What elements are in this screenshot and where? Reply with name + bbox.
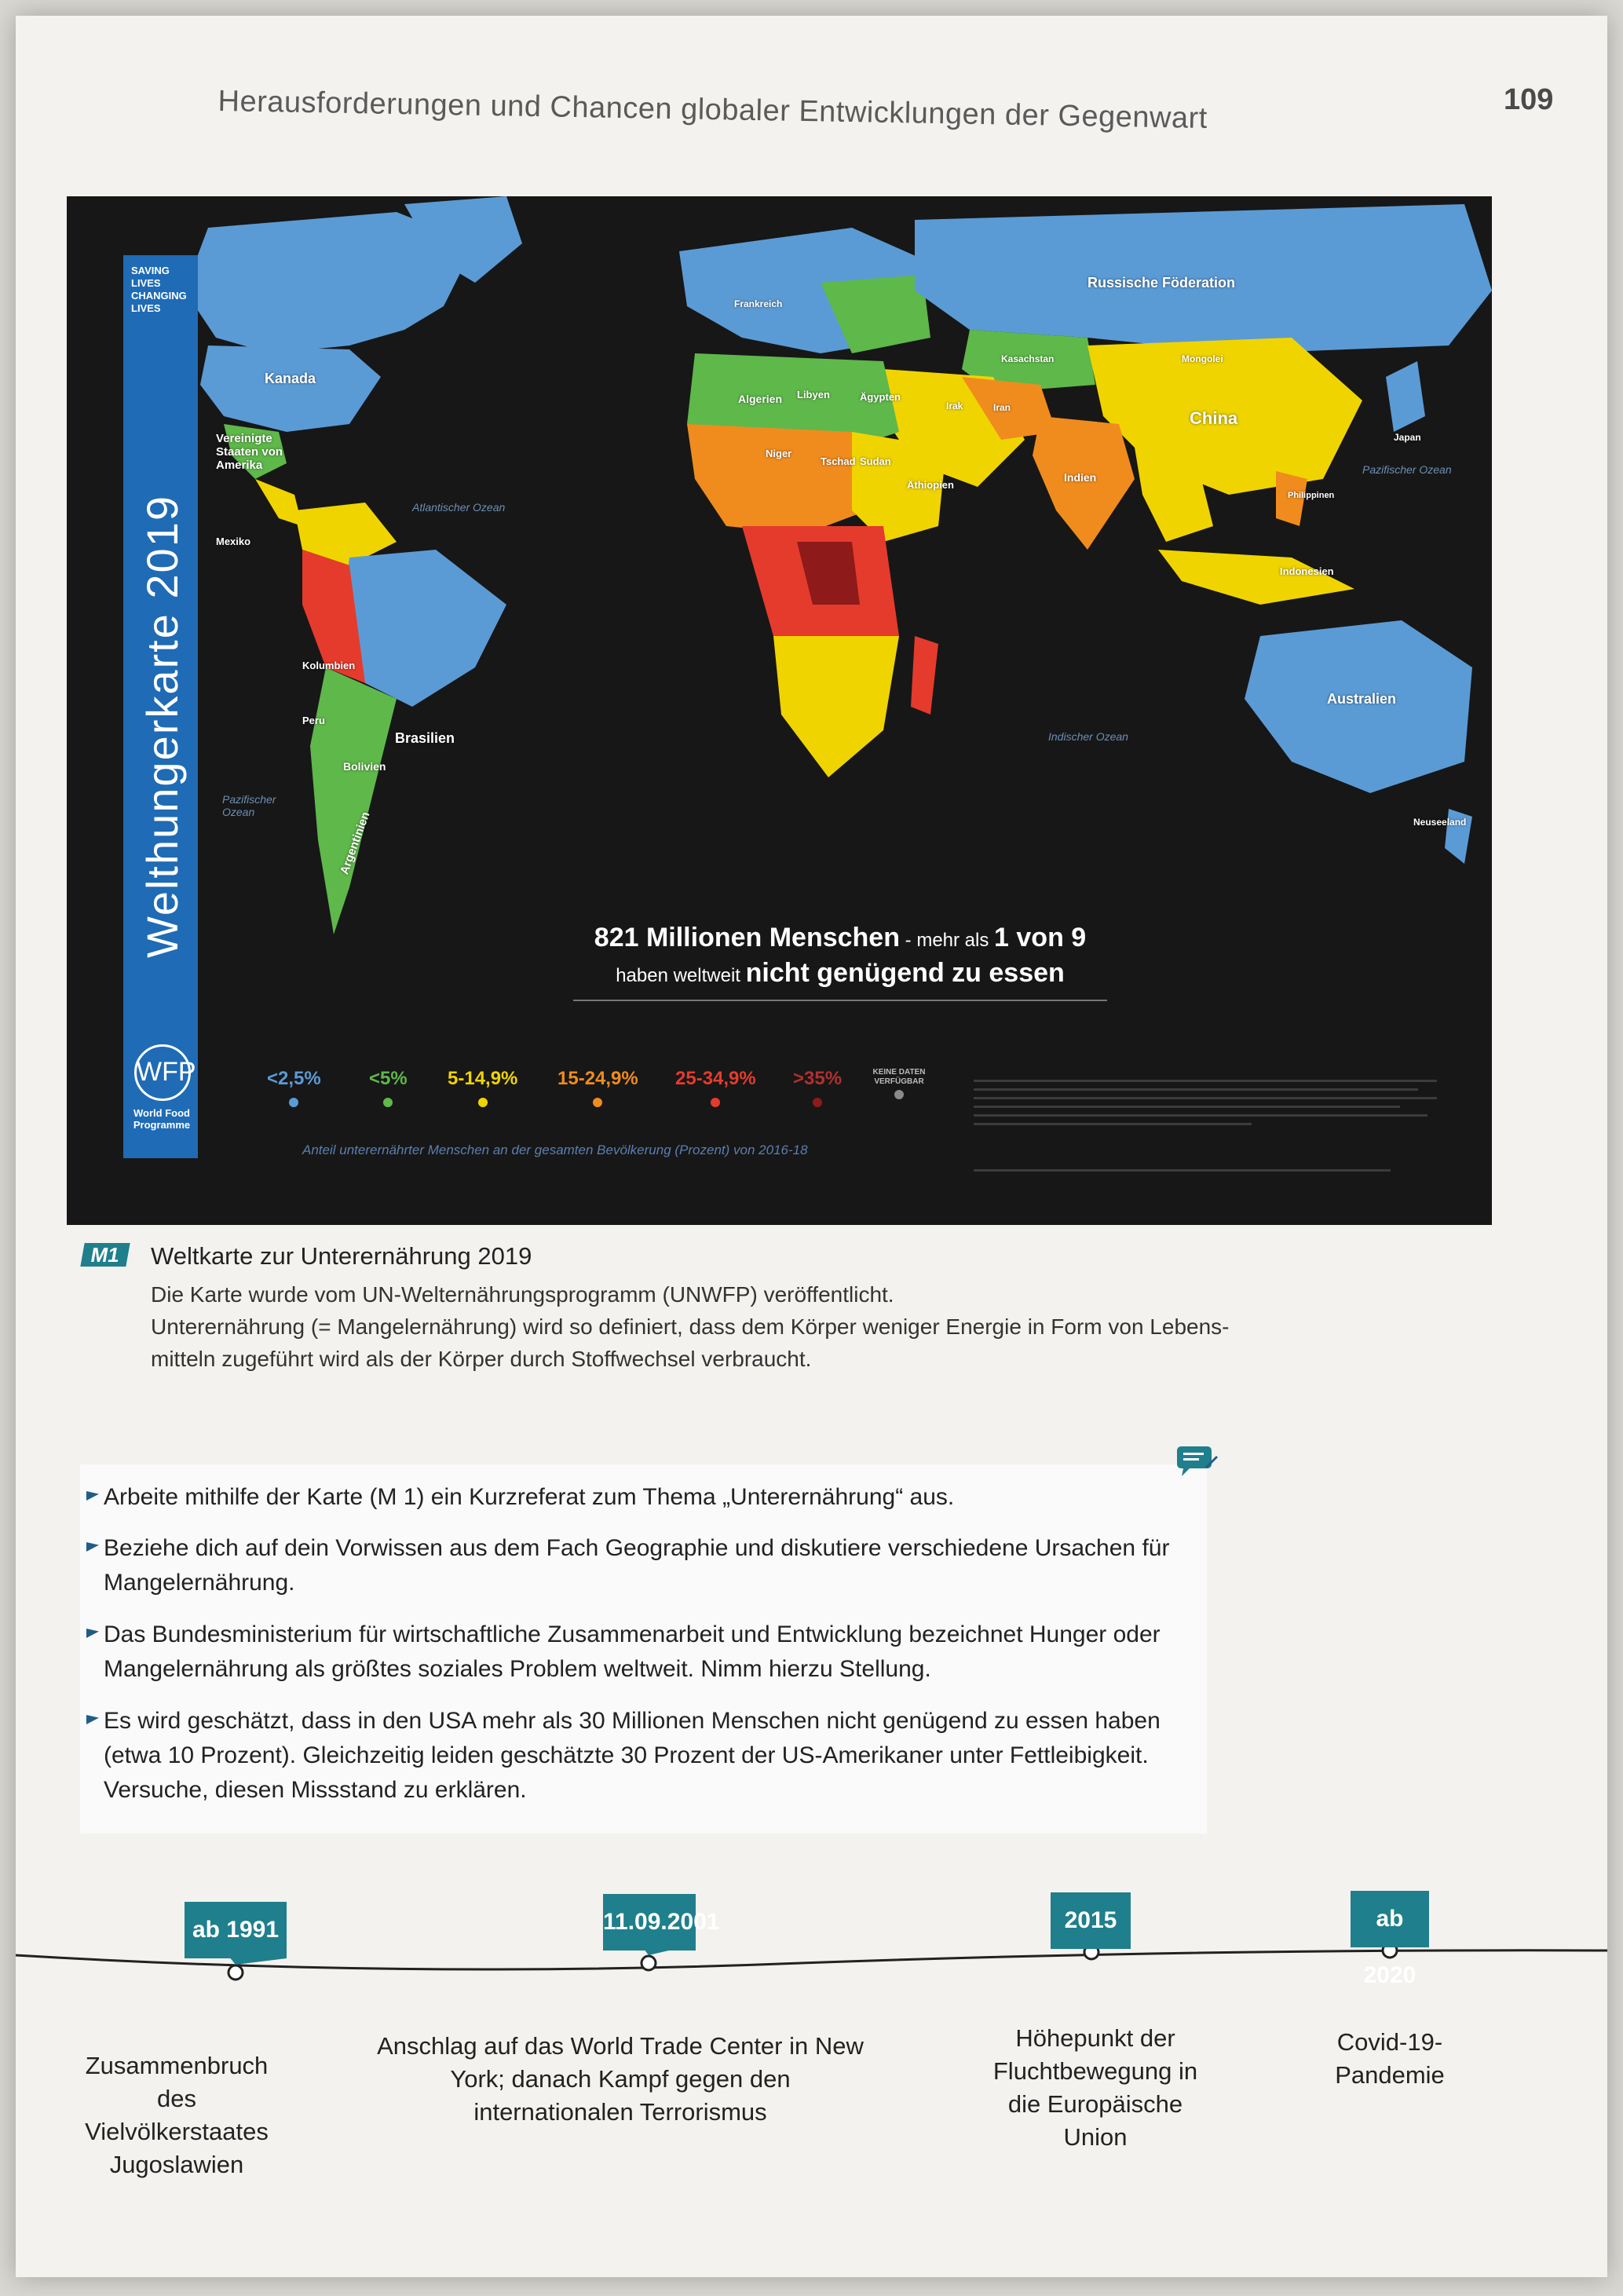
country-label: Irak <box>946 400 963 411</box>
task-box <box>80 1464 1207 1834</box>
legend-item <box>369 1068 408 1107</box>
legend-dot <box>711 1098 720 1107</box>
legend-item <box>557 1068 638 1107</box>
headline-ratio: 1 von 9 <box>994 923 1087 952</box>
ocean-label: Indischer Ozean <box>1048 730 1128 743</box>
country-label: Bolivien <box>343 760 386 773</box>
legend-dot <box>383 1098 393 1107</box>
side-band <box>123 255 198 1158</box>
legend-dot <box>478 1098 488 1107</box>
legend-item <box>675 1068 756 1107</box>
legend-label: <5% <box>369 1068 408 1089</box>
country-label: Mexiko <box>216 536 251 547</box>
headline-prefix: haben weltweit <box>616 965 746 986</box>
timeline-point <box>642 1956 656 1970</box>
caption-description <box>151 1278 1454 1375</box>
side-slogan: SAVING LIVES CHANGING LIVES <box>131 265 187 314</box>
country-label: Tschad <box>821 455 856 467</box>
country-label: Ägypten <box>860 391 901 403</box>
country-label: Kanada <box>265 371 316 386</box>
country-label: Peru <box>302 715 325 726</box>
legend-label: <2,5% <box>267 1068 321 1089</box>
country-label: Japan <box>1394 432 1421 443</box>
country-label: Philippinen <box>1288 491 1335 500</box>
headline-rule <box>573 1000 1107 1001</box>
country-label: Vereinigte Staaten von Amerika <box>216 432 283 472</box>
map-title: Welthungerkarte 2019 <box>137 495 187 958</box>
caption-line: Die Karte wurde vom UN-Welternährungsprogramm (UNWFP) veröffentlicht. <box>151 1282 894 1307</box>
caption-title: Weltkarte zur Unterernährung 2019 <box>151 1242 532 1270</box>
caption-line: mitteln zugeführt wird als der Körper durch Stoffwechsel verbraucht. <box>151 1347 812 1371</box>
country-label: Libyen <box>797 389 830 400</box>
world-hunger-map <box>67 196 1492 1225</box>
legend-dot <box>894 1090 904 1099</box>
country-label: Mongolei <box>1182 353 1223 364</box>
headline-count: 821 Millionen Menschen <box>594 923 900 952</box>
caption-line: Unterernährung (= Mangelernährung) wird so definiert, dass dem Körper weniger Energie in Form von Lebens- <box>151 1314 1230 1339</box>
task-item <box>104 1531 1187 1600</box>
country-label: Brasilien <box>395 730 455 746</box>
bullet-icon <box>86 1715 99 1724</box>
page-number: 109 <box>1504 83 1554 116</box>
task-text: Es wird geschätzt, dass in den USA mehr als 30 Millionen Menschen nicht genügend zu essen haben (etwa 10 Prozent). Gleichzeitig leiden geschätzte 30 Prozent der US-Amerikaner unter Fettleibigkeit. Versuche, diesen Missstand zu erklären. <box>104 1708 1161 1803</box>
ocean-label: Pazifischer Ozean <box>222 793 276 818</box>
central-america-shape <box>255 479 302 526</box>
timeline-point <box>228 1965 243 1980</box>
country-label: Indien <box>1064 471 1097 484</box>
brazil-shape <box>342 550 506 707</box>
timeline-date: 11.09.2001 <box>603 1894 696 1951</box>
bullet-icon <box>86 1629 99 1638</box>
japan-shape <box>1386 361 1425 432</box>
task-text: Das Bundesministerium für wirtschaftliche Zusammenarbeit und Entwicklung bezeichnet Hunger oder Mangelernährung als größtes soziales Problem weltweit. Nimm hierzu Stellung. <box>104 1621 1161 1682</box>
map-headline <box>542 923 1139 1001</box>
ocean-label: Atlantischer Ozean <box>412 501 506 514</box>
task-text: Beziehe dich auf dein Vorwissen aus dem Fach Geographie und diskutiere verschiedene Ursachen für Mangelernährung. <box>104 1535 1170 1596</box>
bullet-icon <box>86 1542 99 1552</box>
task-text: Arbeite mithilfe der Karte (M 1) ein Kurzreferat zum Thema „Unterernährung“ aus. <box>104 1484 955 1510</box>
country-label: Äthiopien <box>907 479 954 491</box>
legend-caption: Anteil unterernährter Menschen an der gesamten Bevölkerung (Prozent) von 2016-18 <box>302 1143 808 1157</box>
wfp-logo-icon: WFP <box>134 1044 191 1101</box>
bullet-icon <box>86 1491 99 1501</box>
legend-item <box>448 1068 517 1107</box>
country-label: Iran <box>993 402 1011 413</box>
timeline-event: Covid-19-Pandemie <box>1335 2028 1445 2089</box>
country-label: Kolumbien <box>302 660 356 671</box>
country-label: China <box>1190 408 1238 428</box>
country-label: Frankreich <box>734 298 783 309</box>
timeline-date: ab 2020 <box>1351 1891 1429 1947</box>
task-item <box>104 1618 1187 1687</box>
legend-label: 15-24,9% <box>557 1068 638 1089</box>
headline-emphasis: nicht genügend zu essen <box>745 958 1065 988</box>
legend-dot <box>813 1098 822 1107</box>
legend-item <box>793 1068 842 1107</box>
timeline-event: Anschlag auf das World Trade Center in New York; danach Kampf gegen den internationalen Terrorismus <box>377 2032 864 2126</box>
discussion-icon <box>1174 1443 1218 1479</box>
legend-dot <box>593 1098 602 1107</box>
legend-dot <box>289 1098 298 1107</box>
timeline-date: 2015 <box>1051 1892 1131 1949</box>
wfp-name: World Food Programme <box>133 1107 191 1131</box>
map-fineprint <box>974 1080 1437 1178</box>
legend-label: KEINE DATEN VERFÜGBAR <box>872 1068 926 1086</box>
legend-label: 5-14,9% <box>448 1068 518 1089</box>
running-head: Herausforderungen und Chancen globaler Entwicklungen der Gegenwart <box>217 85 1208 135</box>
indonesia-shape <box>1158 550 1354 605</box>
task-item <box>104 1480 1187 1515</box>
country-label: Neuseeland <box>1413 817 1467 828</box>
legend-label: >35% <box>793 1068 843 1089</box>
legend-label: 25-34,9% <box>675 1068 756 1089</box>
timeline-date: ab 1991 <box>185 1902 287 1958</box>
material-tag: M1 <box>80 1243 130 1267</box>
timeline-event: Zusammenbruch des Vielvölkerstaates Jugoslawien <box>85 2052 269 2178</box>
southern-africa-shape <box>773 636 899 777</box>
book-page <box>16 16 1607 2277</box>
country-label: Sudan <box>860 455 891 467</box>
country-label: Australien <box>1327 691 1397 707</box>
country-label: Argentinien <box>338 810 373 876</box>
country-label: Niger <box>766 448 792 459</box>
sahel-shape <box>687 424 868 534</box>
argentina-chile-shape <box>310 667 397 934</box>
country-label: Indonesien <box>1280 565 1334 577</box>
ocean-label: Pazifischer Ozean <box>1362 463 1452 476</box>
headline-sep: - mehr als <box>900 930 995 951</box>
country-label: Russische Föderation <box>1087 275 1236 291</box>
legend-item <box>864 1068 934 1099</box>
timeline-event: Höhepunkt der Fluchtbewegung in die Europäische Union <box>992 2024 1198 2151</box>
country-label: Algerien <box>738 393 783 405</box>
country-label: Kasachstan <box>1001 353 1055 364</box>
usa-shape <box>200 345 381 432</box>
legend-item <box>267 1068 321 1107</box>
task-item <box>104 1704 1187 1808</box>
madagascar-shape <box>911 636 938 715</box>
